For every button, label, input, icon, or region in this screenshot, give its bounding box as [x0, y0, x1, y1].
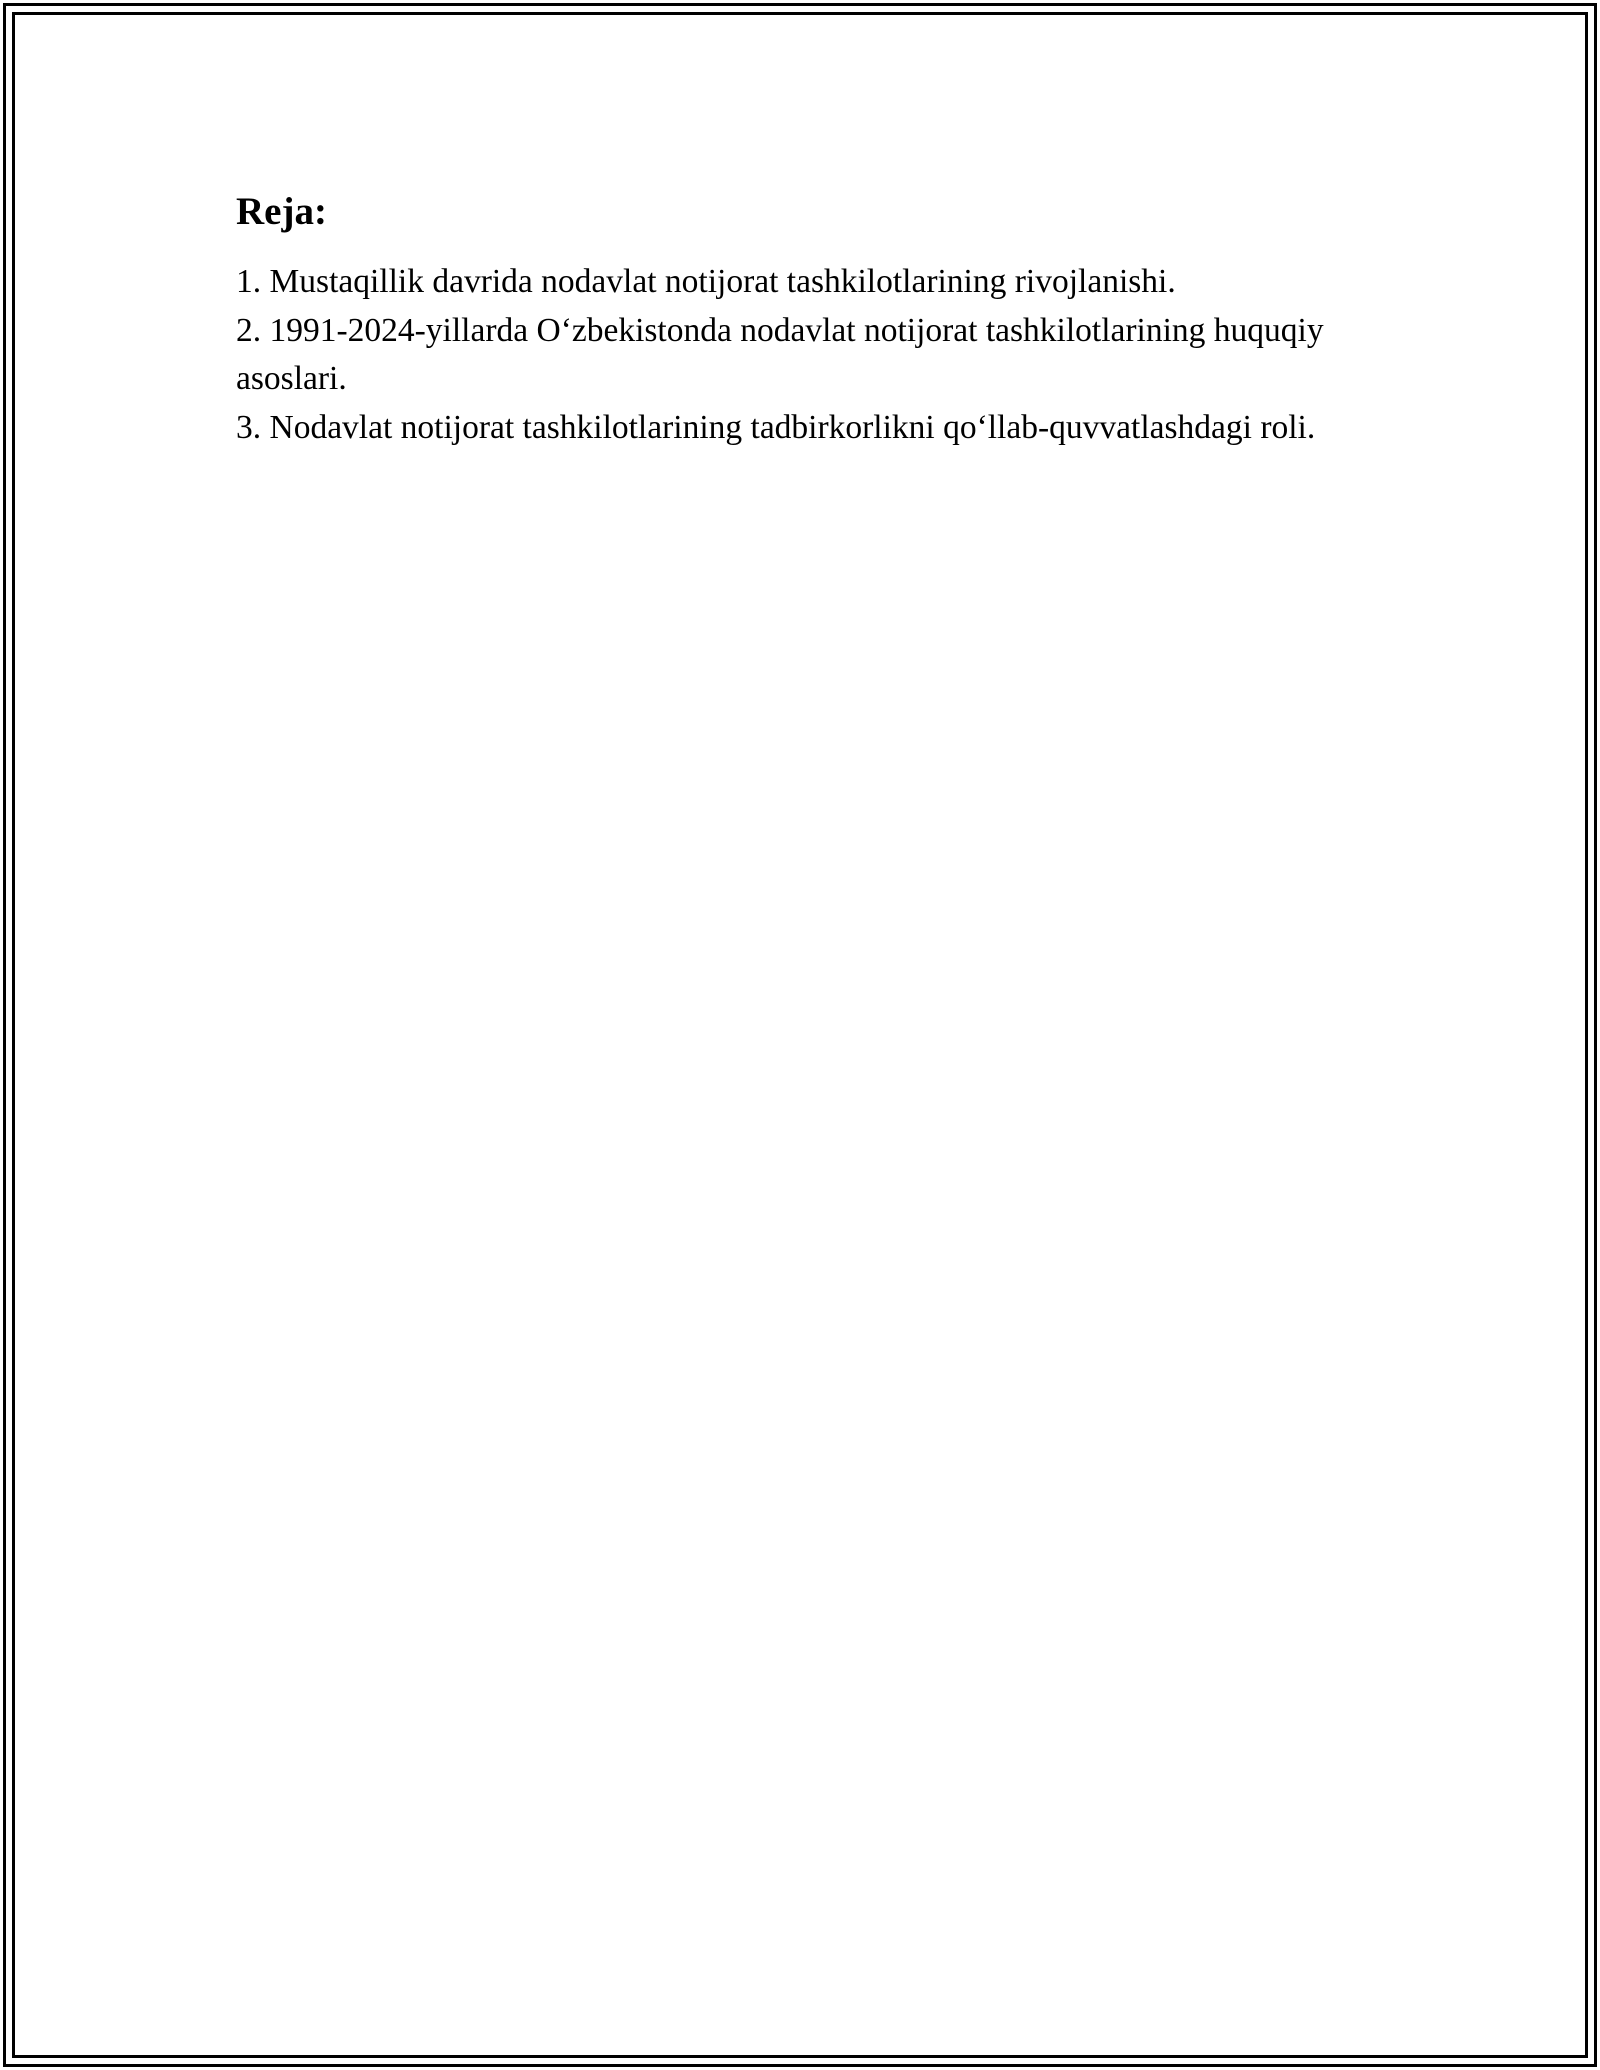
plan-item-1: 1. Mustaqillik davrida nodavlat notijorat tashkilotlarining rivojlanishi. — [236, 263, 1176, 300]
plan-heading: Reja: — [236, 190, 327, 233]
document-body — [236, 188, 1366, 452]
plan-list — [236, 258, 1366, 452]
plan-item-3: 3. Nodavlat notijorat tashkilotlarining tadbirkorlikni qo‘llab-quvvatlashdagi roli. — [236, 408, 1316, 446]
plan-item-2: 2. 1991-2024-yillarda O‘zbekistonda nodavlat notijorat tashkilotlarining huquqiy asoslari. — [236, 311, 1324, 397]
